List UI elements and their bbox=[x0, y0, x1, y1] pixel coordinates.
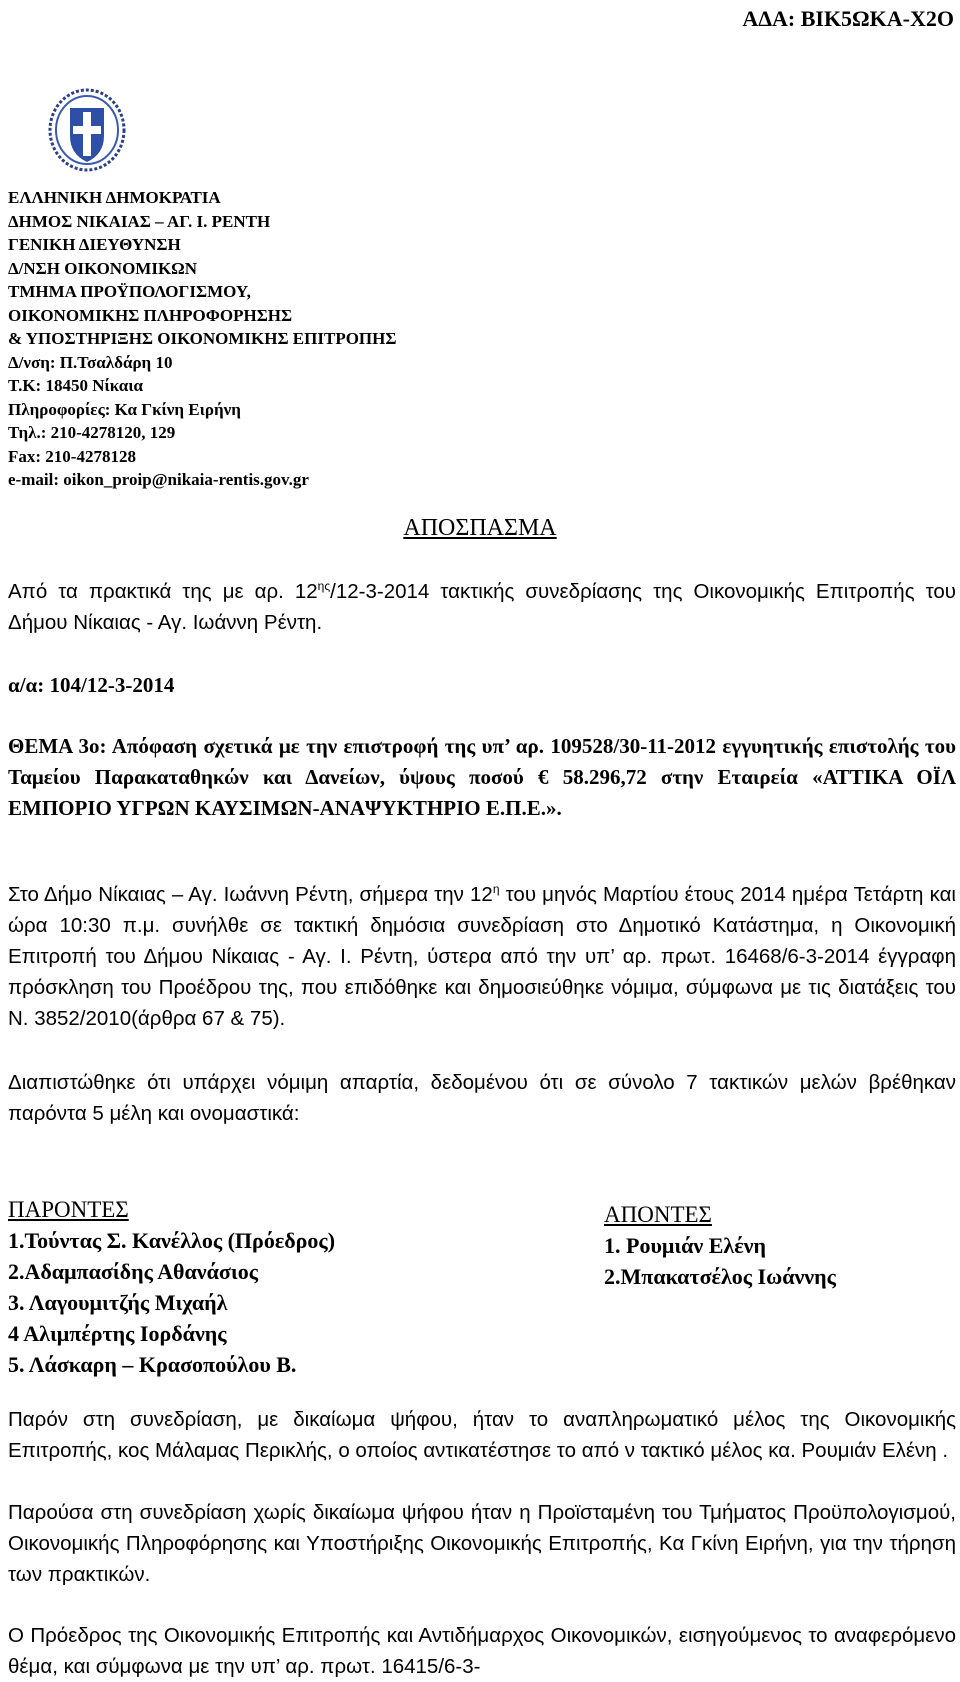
meeting-superscript: η bbox=[492, 882, 500, 897]
header-line: Fax: 210-4278128 bbox=[8, 446, 136, 466]
meeting-text-rest: του μηνός Μαρτίου έτους 2014 ημέρα Τετάρτη και ώρα 10:30 π.μ. συνήλθε σε τακτική δημόσια συνεδρίαση στο Δημοτικό Κατάστημα, η Οικονομική Επιτροπή του Δήμου Νίκαιας - Αγ. Ι. Ρέντη, ύστερα από την υπ’ αρ. πρωτ. 16468/6-3-2014 έγγραφη πρόσκληση του Προέδρου της, που επιδόθηκε και δημοσιεύθηκε νόμιμα, σύμφωνα με τις διατάξεις του Ν. 3852/2010(άρθρα 67 & 75). bbox=[8, 883, 956, 1030]
header-line: & ΥΠΟΣΤΗΡΙΞΗΣ ΟΙΚΟΝΟΜΙΚΗΣ ΕΠΙΤΡΟΠΗΣ bbox=[8, 329, 397, 348]
subject-paragraph: ΘΕΜΑ 3ο: Απόφαση σχετικά με την επιστροφή της υπ’ αρ. 109528/30-11-2012 εγγυητικής επιστολής του Ταμείου Παρακαταθηκών και Δανείων, ύψους ποσού € 58.296,72 στην Εταιρεία «ΑΤΤΙΚΑ ΟΪΛ ΕΜΠΟΡΙΟ ΥΓΡΩΝ ΚΑΥΣΙΜΩΝ-ΑΝΑΨΥΚΤΗΡΙΟ Ε.Π.Ε.». bbox=[8, 734, 956, 820]
absent-heading: ΑΠΟΝΤΕΣ bbox=[604, 1202, 712, 1227]
substitute-paragraph: Παρόν στη συνεδρίαση, με δικαίωμα ψήφου, ήταν το αναπληρωματικό μέλος της Οικονομικής Επιτροπής, κος Μάλαμας Περικλής, ο οποίος αντικατέστησε το από ν τακτικό μέλος κα. Ρουμιάν Ελένη . bbox=[8, 1408, 956, 1462]
header-line: Τ.Κ: 18450 Νίκαια bbox=[8, 376, 143, 395]
list-item: 5. Λάσκαρη – Κρασοπούλου Β. bbox=[8, 1352, 297, 1377]
intro-paragraph bbox=[8, 576, 956, 638]
issuer-header bbox=[8, 186, 397, 492]
meeting-paragraph bbox=[8, 879, 956, 1034]
secretary-paragraph: Παρούσα στη συνεδρίαση χωρίς δικαίωμα ψήφου ήταν η Προϊσταμένη του Τμήματος Προϋπολογισμού, Οικονομικής Πληροφόρησης και Υποστήριξης Οικονομικής Επιτροπής, Κα Γκίνη Ειρήνη, για την τήρηση των πρακτικών. bbox=[8, 1501, 956, 1586]
intro-superscript: ης bbox=[317, 579, 331, 594]
intro-text-rest: /12-3-2014 τακτικής συνεδρίασης της Οικονομικής Επιτροπής του Δήμου Νίκαιας - Αγ. Ιωάννη Ρέντη. bbox=[8, 580, 956, 634]
ada-code: ΑΔΑ: ΒΙΚ5ΩΚΑ-Χ2Ο bbox=[742, 6, 954, 31]
meeting-text: Στο Δήμο Νίκαιας – Αγ. Ιωάννη Ρέντη, σήμερα την 12 bbox=[8, 883, 493, 906]
greek-coat-of-arms-icon bbox=[48, 88, 126, 172]
header-line: ΓΕΝΙΚΗ ΔΙΕΥΘΥΝΣΗ bbox=[8, 235, 181, 254]
list-item: 2.Μπακατσέλος Ιωάννης bbox=[604, 1264, 836, 1289]
list-item: 4 Αλιμπέρτης Ιορδάνης bbox=[8, 1321, 227, 1346]
present-members-list bbox=[8, 1194, 335, 1380]
header-line: Δ/νση: Π.Τσαλδάρη 10 bbox=[8, 352, 173, 372]
header-line: ΕΛΛΗΝΙΚΗ ΔΗΜΟΚΡΑΤΙΑ bbox=[8, 188, 221, 207]
quorum-paragraph: Διαπιστώθηκε ότι υπάρχει νόμιμη απαρτία, δεδομένου ότι σε σύνολο 7 τακτικών μελών βρέθηκαν παρόντα 5 μέλη και ονομαστικά: bbox=[8, 1071, 956, 1125]
header-line: e-mail: oikon_proip@nikaia-rentis.gov.gr bbox=[8, 470, 309, 489]
header-line: Δ/ΝΣΗ ΟΙΚΟΝΟΜΙΚΩΝ bbox=[8, 258, 198, 278]
header-line: ΟΙΚΟΝΟΜΙΚΗΣ ΠΛΗΡΟΦΟΡΗΣΗΣ bbox=[8, 305, 293, 325]
closing-paragraph: Ο Πρόεδρος της Οικονομικής Επιτροπής και Αντιδήμαρχος Οικονομικών, εισηγούμενος το αναφερόμενο θέμα, και σύμφωνα με την υπ’ αρ. πρωτ. 16415/6-3- bbox=[8, 1624, 956, 1678]
header-line: ΤΜΗΜΑ ΠΡΟΫΠΟΛΟΓΙΣΜΟΥ, bbox=[8, 282, 251, 301]
list-item: 3. Λαγουμιτζής Μιχαήλ bbox=[8, 1290, 228, 1315]
document-title: ΑΠΟΣΠΑΣΜΑ bbox=[403, 515, 557, 541]
intro-text: Από τα πρακτικά της με αρ. 12 bbox=[8, 580, 318, 603]
absent-members-list bbox=[604, 1199, 836, 1292]
list-item: 1.Τούντας Σ. Κανέλλος (Πρόεδρος) bbox=[8, 1228, 336, 1253]
header-line: Πληροφορίες: Κα Γκίνη Ειρήνη bbox=[8, 399, 241, 419]
header-line: ΔΗΜΟΣ ΝΙΚΑΙΑΣ – ΑΓ. Ι. ΡΕΝΤΗ bbox=[8, 211, 271, 231]
present-heading: ΠΑΡΟΝΤΕΣ bbox=[8, 1197, 129, 1222]
header-line: Τηλ.: 210-4278120, 129 bbox=[8, 423, 176, 442]
list-item: 1. Ρουμιάν Ελένη bbox=[604, 1233, 766, 1258]
list-item: 2.Αδαμπασίδης Αθανάσιος bbox=[8, 1259, 258, 1284]
serial-number: α/α: 104/12-3-2014 bbox=[8, 673, 175, 697]
